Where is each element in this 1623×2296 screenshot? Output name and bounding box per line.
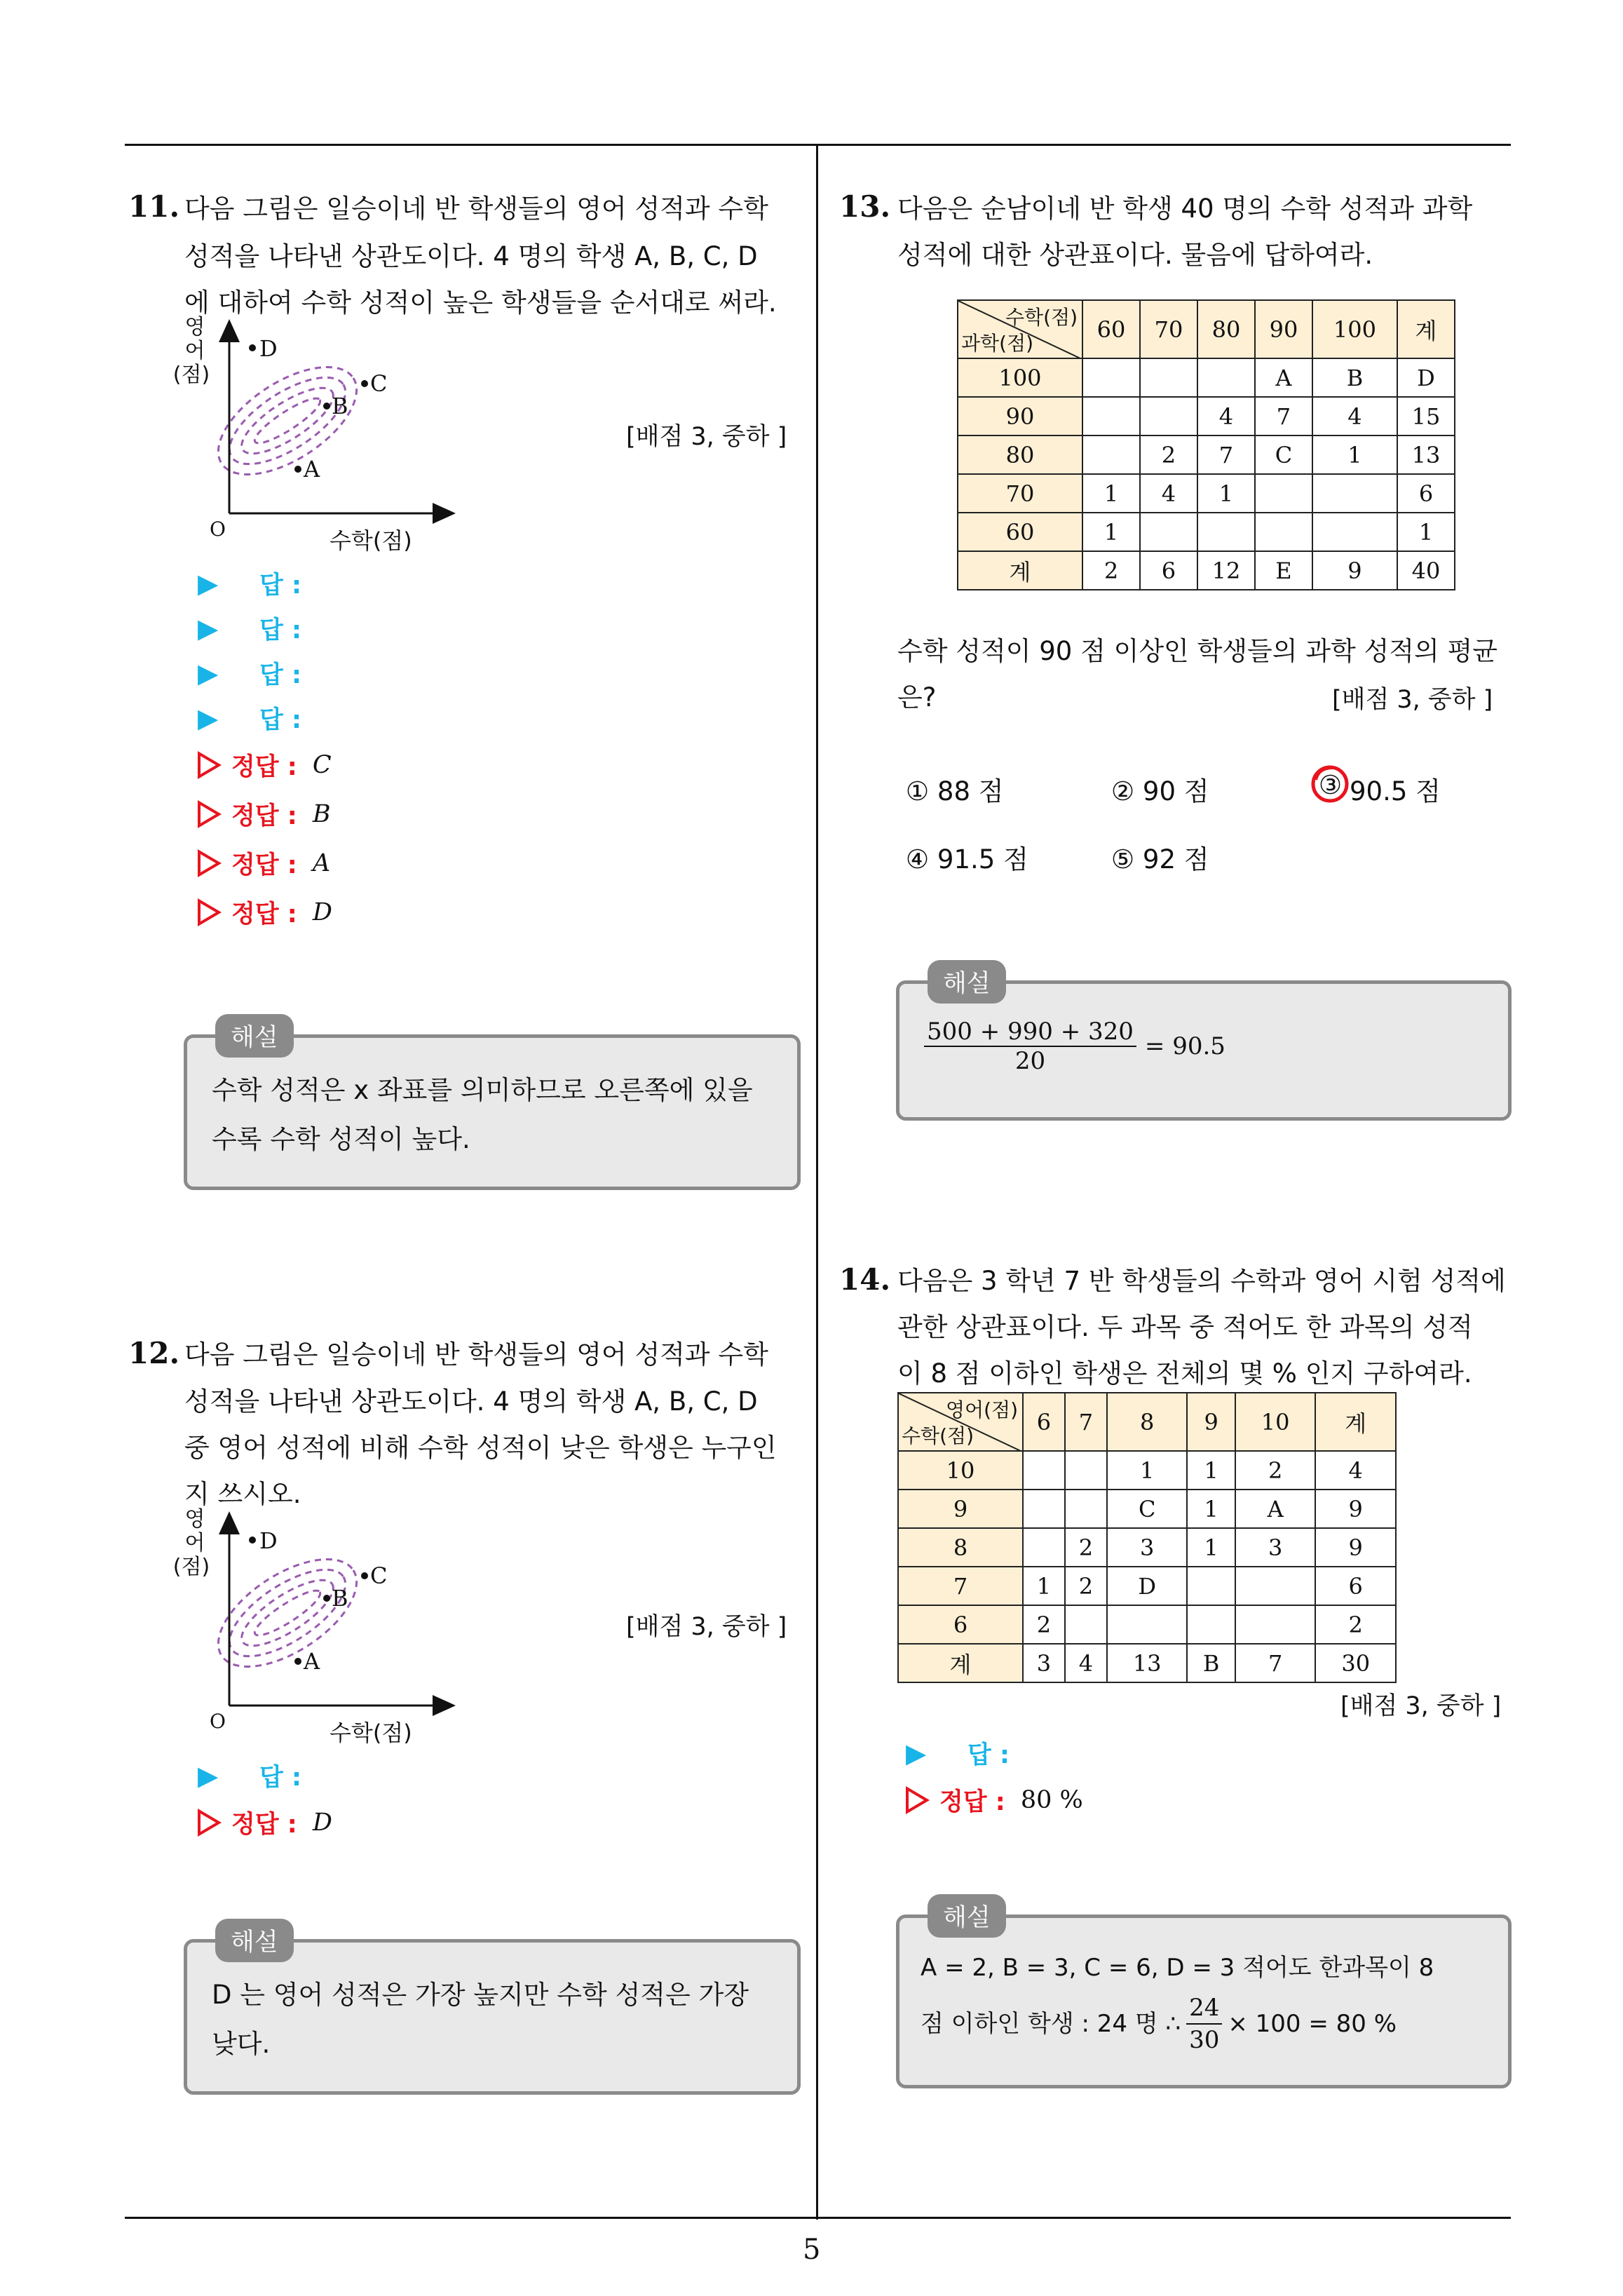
point-label-c: C [370, 370, 388, 397]
table-row: 100 A B D [958, 358, 1455, 397]
table-header-cell: 70 [1140, 300, 1197, 358]
row-label: 60 [958, 513, 1082, 551]
table-header-cell: 계 [1315, 1393, 1396, 1451]
question-number: 12. [128, 1336, 180, 1370]
explanation-box [896, 970, 1512, 1121]
play-icon: ▶ [198, 703, 219, 734]
origin-label: O [210, 518, 226, 541]
table-row: 6 2 2 [898, 1605, 1396, 1644]
answer-line[interactable]: ▶ 답 : [198, 613, 301, 644]
choice-4[interactable]: ④ 91.5 점 [906, 844, 1028, 874]
answer-line[interactable]: ▶ 답 : [198, 658, 301, 689]
play-icon: ▶ [198, 1760, 219, 1791]
question-number: 13. [839, 189, 891, 224]
triangle-outline-icon [198, 849, 222, 877]
row-label: 8 [898, 1528, 1023, 1567]
question-text-line: 다음은 순남이네 반 학생 40 명의 수학 성적과 과학 [897, 194, 1473, 224]
scatter-diagram [172, 315, 470, 554]
correct-answer: 정답 : B [198, 790, 332, 839]
triangle-outline-icon [906, 1786, 930, 1814]
score-label: [배점 3, 중하 ] [626, 423, 787, 451]
correct-answer: 정답 : A [198, 839, 332, 888]
play-icon: ▶ [198, 658, 219, 689]
point-label-b: B [332, 393, 348, 419]
question-text-line: 성적을 나타낸 상관도이다. 4 명의 학생 A, B, C, D [184, 241, 758, 271]
choice-5[interactable]: ⑤ 92 점 [1111, 844, 1209, 874]
question-text-line: 지 쓰시오. [184, 1479, 301, 1509]
question-text-line: 에 대하여 수학 성적이 높은 학생들을 순서대로 써라. [184, 288, 777, 318]
row-label: 70 [958, 474, 1082, 513]
explanation-box [896, 1904, 1512, 2088]
table-header-cell: 7 [1065, 1393, 1107, 1451]
triangle-outline-icon [198, 1809, 222, 1837]
explanation-text: 수학 성적은 x 좌표를 의미하므로 오른쪽에 있을 수록 수학 성적이 높다. [212, 1075, 753, 1154]
table-header-cell: 8 [1107, 1393, 1188, 1451]
row-label: 계 [958, 551, 1082, 590]
score-label: [배점 3, 중하 ] [1340, 1692, 1502, 1720]
question-text-line: 다음은 3 학년 7 반 학생들의 수학과 영어 시험 성적에 [897, 1266, 1506, 1296]
row-label: 9 [898, 1490, 1023, 1528]
correct-answer: 정답 : D [198, 1798, 332, 1847]
table-row: 80 2 7 C 1 13 [958, 435, 1455, 474]
choice-2[interactable]: ② 90 점 [1111, 776, 1209, 806]
question-text-line: 관한 상관표이다. 두 과목 중 적어도 한 과목의 성적 [897, 1312, 1473, 1342]
table-row: 8 2 3 1 3 9 [898, 1528, 1396, 1567]
origin-label: O [210, 1710, 226, 1733]
explanation-text: A = 2, B = 3, C = 6, D = 3 적어도 한과목이 8 점 이하인 학생 : 24 명 ∴ $\frac{24}{30}$ × 100 = 80 % [921, 1954, 1434, 2054]
point-label-d: D [259, 335, 278, 362]
bottom-rule [125, 2217, 1511, 2219]
correct-answer: 정답 : C [198, 741, 332, 790]
play-icon: ▶ [198, 568, 219, 599]
row-label: 6 [898, 1605, 1023, 1644]
triangle-outline-icon [198, 751, 222, 779]
question-text-line: 성적을 나타낸 상관도이다. 4 명의 학생 A, B, C, D [184, 1386, 758, 1417]
point-label-a: A [304, 1648, 320, 1675]
table-row: 7 1 2 D 6 [898, 1567, 1396, 1605]
choice-1[interactable]: ① 88 점 [906, 776, 1004, 806]
table-header-cell: 80 [1197, 300, 1255, 358]
row-label: 100 [958, 358, 1082, 397]
question-number: 11. [128, 189, 180, 224]
x-axis-label: 수학(점) [330, 1720, 412, 1746]
score-label: [배점 3, 중하 ] [1332, 686, 1493, 714]
point-label-a: A [304, 456, 320, 482]
table-header-cell: 계 [1397, 300, 1455, 358]
explanation-box [184, 1929, 801, 2095]
row-label: 80 [958, 435, 1082, 474]
sub-question-line: 은? [897, 682, 937, 713]
triangle-outline-icon [198, 898, 222, 926]
table-corner: 수학(점) 과학(점) [958, 300, 1082, 358]
sub-question-line: 수학 성적이 90 점 이상인 학생들의 과학 성적의 평균 [897, 636, 1498, 666]
table-row: 90 4 7 4 15 [958, 397, 1455, 435]
row-label: 계 [898, 1644, 1023, 1682]
point-label-c: C [370, 1562, 388, 1589]
choice-3-selected[interactable]: ③ 90.5 점 [1306, 763, 1481, 805]
page-number: 5 [803, 2234, 821, 2266]
table-header-cell: 90 [1255, 300, 1312, 358]
explanation-text: D 는 영어 성적은 가장 높지만 수학 성적은 가장 낮다. [212, 1980, 749, 2059]
correlation-table [957, 299, 1455, 590]
table-row: 계 3 4 13 B 7 30 [898, 1644, 1396, 1682]
column-divider [816, 144, 818, 2220]
question-text-line: 이 8 점 이하인 학생은 전체의 몇 % 인지 구하여라. [897, 1358, 1472, 1389]
correct-answer: 정답 : 80 % [906, 1776, 1083, 1825]
play-icon: ▶ [906, 1738, 927, 1769]
table-row: 9 C 1 A 9 [898, 1490, 1396, 1528]
answer-line[interactable]: ▶ 답 : [198, 703, 301, 734]
table-header-cell: 100 [1312, 300, 1397, 358]
question-text-line: 다음 그림은 일승이네 반 학생들의 영어 성적과 수학 [184, 194, 768, 224]
answer-list [198, 1753, 332, 1847]
table-row: 계 2 6 12 E 9 40 [958, 551, 1455, 590]
answer-line[interactable]: ▶ 답 : [198, 568, 301, 600]
explanation-box [184, 1024, 801, 1190]
row-label: 10 [898, 1451, 1023, 1490]
triangle-outline-icon [198, 800, 222, 828]
y-axis-label: 영 어 (점) [172, 315, 210, 387]
explanation-tag: 해설 [215, 1919, 294, 1962]
explanation-tag: 해설 [928, 960, 1006, 1004]
correlation-table [897, 1392, 1397, 1683]
explanation-formula: $\frac{500 + 990 + 320}{20}$ = 90.5 [924, 1018, 1225, 1075]
table-row: 60 1 1 [958, 513, 1455, 551]
question-text-line: 다음 그림은 일승이네 반 학생들의 영어 성적과 수학 [184, 1339, 768, 1370]
y-axis-label: 영 어 (점) [172, 1507, 210, 1579]
table-header-cell: 9 [1187, 1393, 1235, 1451]
table-row: 10 1 1 2 4 [898, 1451, 1396, 1490]
row-label: 7 [898, 1567, 1023, 1605]
explanation-tag: 해설 [215, 1014, 294, 1058]
answer-line[interactable]: ▶ 답 : [198, 1760, 301, 1792]
table-header-cell: 10 [1235, 1393, 1316, 1451]
score-label: [배점 3, 중하 ] [626, 1613, 787, 1641]
row-label: 90 [958, 397, 1082, 435]
scatter-diagram [172, 1507, 470, 1746]
answer-list [198, 561, 332, 937]
question-text-line: 성적에 대한 상관표이다. 물음에 답하여라. [897, 240, 1373, 270]
x-axis-label: 수학(점) [330, 527, 412, 554]
table-corner: 영어(점) 수학(점) [898, 1393, 1023, 1451]
table-header-cell: 6 [1023, 1393, 1065, 1451]
answer-line[interactable]: ▶ 답 : [906, 1738, 1010, 1769]
correct-answer: 정답 : D [198, 888, 332, 937]
table-row: 70 1 4 1 6 [958, 474, 1455, 513]
answer-list [906, 1731, 1083, 1825]
table-header-cell: 60 [1082, 300, 1140, 358]
explanation-tag: 해설 [928, 1894, 1006, 1938]
question-number: 14. [839, 1262, 891, 1297]
point-label-b: B [332, 1585, 348, 1612]
point-label-d: D [259, 1527, 278, 1554]
question-text-line: 중 영어 성적에 비해 수학 성적이 낮은 학생은 누구인 [184, 1433, 777, 1463]
play-icon: ▶ [198, 613, 219, 644]
